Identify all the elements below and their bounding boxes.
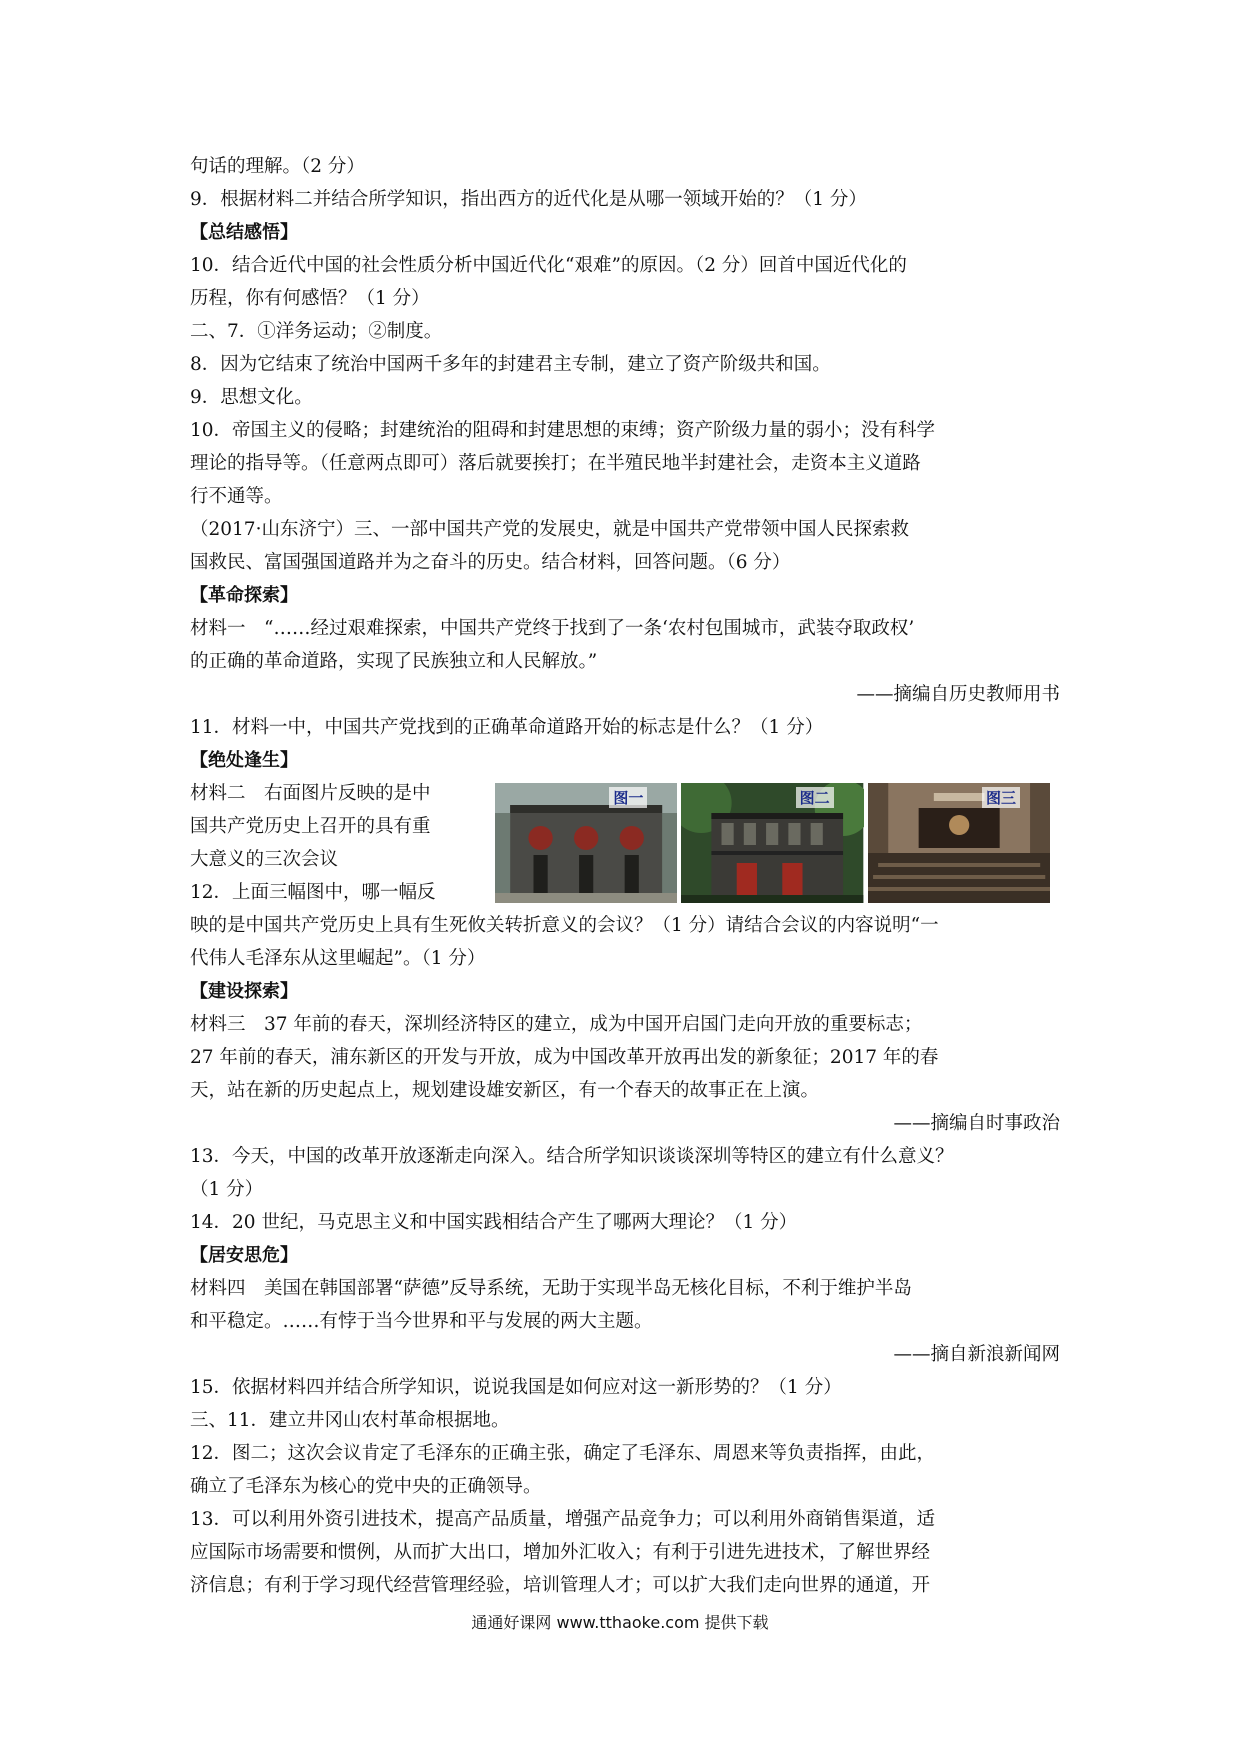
answer-line: 应国际市场需要和惯例，从而扩大出口，增加外汇收入；有利于引进先进技术，了解世界经 xyxy=(190,1542,931,1563)
material-2-figure-block xyxy=(190,777,1060,909)
answer-line: 13．可以利用外资引进技术，提高产品质量，增强产品竞争力；可以利用外商销售渠道，适 xyxy=(190,1509,936,1530)
source-citation: ——摘编自历史教师用书 xyxy=(856,684,1060,705)
question-intro: （2017·山东济宁）三、一部中国共产党的发展史，就是中国共产党带领中国人民探索救 xyxy=(190,519,909,540)
question-11: 11．材料一中，中国共产党找到的正确革命道路开始的标志是什么？（1 分） xyxy=(190,717,824,738)
text-line: 国共产党历史上召开的具有重 xyxy=(190,816,431,837)
section-heading-juechu: 【绝处逢生】 xyxy=(190,750,298,771)
answer-line: 8．因为它结束了统治中国两千多年的封建君主专制，建立了资产阶级共和国。 xyxy=(190,354,831,375)
material-3: 天，站在新的历史起点上，规划建设雄安新区，有一个春天的故事正在上演。 xyxy=(190,1080,820,1101)
material-4: 材料四 美国在韩国部署“萨德”反导系统，无助于实现半岛无核化目标，不利于维护半岛 xyxy=(190,1278,912,1299)
question-intro: 国救民、富国强国道路并为之奋斗的历史。结合材料，回答问题。（6 分） xyxy=(190,552,791,573)
page-footer: 通通好课网 www.tthaoke.com 提供下载 xyxy=(471,1613,769,1632)
building-photo-2 xyxy=(681,783,863,903)
section-heading-jianshe: 【建设探索】 xyxy=(190,981,298,1002)
answer-line: 二、7．①洋务运动；②制度。 xyxy=(190,321,443,342)
question-15: 15．依据材料四并结合所学知识，说说我国是如何应对这一新形势的？（1 分） xyxy=(190,1377,842,1398)
material-3: 27 年前的春天，浦东新区的开发与开放，成为中国改革开放再出发的新象征；2017 年的春 xyxy=(190,1047,939,1068)
question-14: 14．20 世纪，马克思主义和中国实践相结合产生了哪两大理论？（1 分） xyxy=(190,1212,798,1233)
answer-line: 12．图二；这次会议肯定了毛泽东的正确主张，确定了毛泽东、周恩来等负责指挥，由此， xyxy=(190,1443,936,1464)
text-line: 材料二 右面图片反映的是中 xyxy=(190,783,431,804)
building-photo-1 xyxy=(495,783,677,903)
photo-fig-3 xyxy=(868,783,1050,903)
material-3: 材料三 37 年前的春天，深圳经济特区的建立，成为中国开启国门走向开放的重要标志； xyxy=(190,1014,923,1035)
material-1: 材料一 “……经过艰难探索，中国共产党终于找到了一条‘农村包围城市，武装夺取政权’ xyxy=(190,618,915,639)
source-citation: ——摘编自时事政治 xyxy=(893,1113,1060,1134)
question-12: 代伟人毛泽东从这里崛起”。（1 分） xyxy=(190,948,486,969)
answer-line: 行不通等。 xyxy=(190,486,283,507)
question-9: 9．根据材料二并结合所学知识，指出西方的近代化是从哪一领域开始的？（1 分） xyxy=(190,189,867,210)
question-13: 13．今天，中国的改革开放逐渐走向深入。结合所学知识谈谈深圳等特区的建立有什么意义？ xyxy=(190,1146,954,1167)
answer-line: 济信息；有利于学习现代经营管理经验，培训管理人才；可以扩大我们走向世界的通道，开 xyxy=(190,1575,931,1596)
material-1: 的正确的革命道路，实现了民族独立和人民解放。” xyxy=(190,651,598,672)
photo-fig-2 xyxy=(681,783,863,903)
question-12: 12．上面三幅图中，哪一幅反 xyxy=(190,882,436,903)
answer-line: 9．思想文化。 xyxy=(190,387,313,408)
answer-line: 确立了毛泽东为核心的党中央的正确领导。 xyxy=(190,1476,542,1497)
question-10: 10．结合近代中国的社会性质分析中国近代化“艰难”的原因。（2 分）回首中国近代化的 xyxy=(190,255,907,276)
answer-line: 理论的指导等。（任意两点即可）落后就要挨打；在半殖民地半封建社会，走资本主义道路 xyxy=(190,453,921,474)
photo-strip xyxy=(495,783,1050,903)
section-heading-geming: 【革命探索】 xyxy=(190,585,298,606)
question-13: （1 分） xyxy=(190,1179,264,1200)
text-line: 句话的理解。（2 分） xyxy=(190,156,365,177)
document-body xyxy=(190,150,1060,1602)
question-12: 映的是中国共产党历史上具有生死攸关转折意义的会议？（1 分）请结合会议的内容说明“一 xyxy=(190,915,939,936)
material-4: 和平稳定。……有悖于当今世界和平与发展的两大主题。 xyxy=(190,1311,653,1332)
source-citation: ——摘自新浪新闻网 xyxy=(893,1344,1060,1365)
section-heading-zongjie: 【总结感悟】 xyxy=(190,222,298,243)
photo-fig-1 xyxy=(495,783,677,903)
answer-line: 三、11．建立井冈山农村革命根据地。 xyxy=(190,1410,510,1431)
figure-label: 图三 xyxy=(982,787,1020,808)
figure-label: 图一 xyxy=(609,787,647,808)
text-line: 历程，你有何感悟？（1 分） xyxy=(190,288,430,309)
text-line: 大意义的三次会议 xyxy=(190,849,339,870)
meeting-hall-photo xyxy=(868,783,1050,903)
section-heading-juan: 【居安思危】 xyxy=(190,1245,298,1266)
material-2-text xyxy=(190,777,480,909)
figure-label: 图二 xyxy=(796,787,834,808)
answer-line: 10．帝国主义的侵略；封建统治的阻碍和封建思想的束缚；资产阶级力量的弱小；没有科学 xyxy=(190,420,936,441)
